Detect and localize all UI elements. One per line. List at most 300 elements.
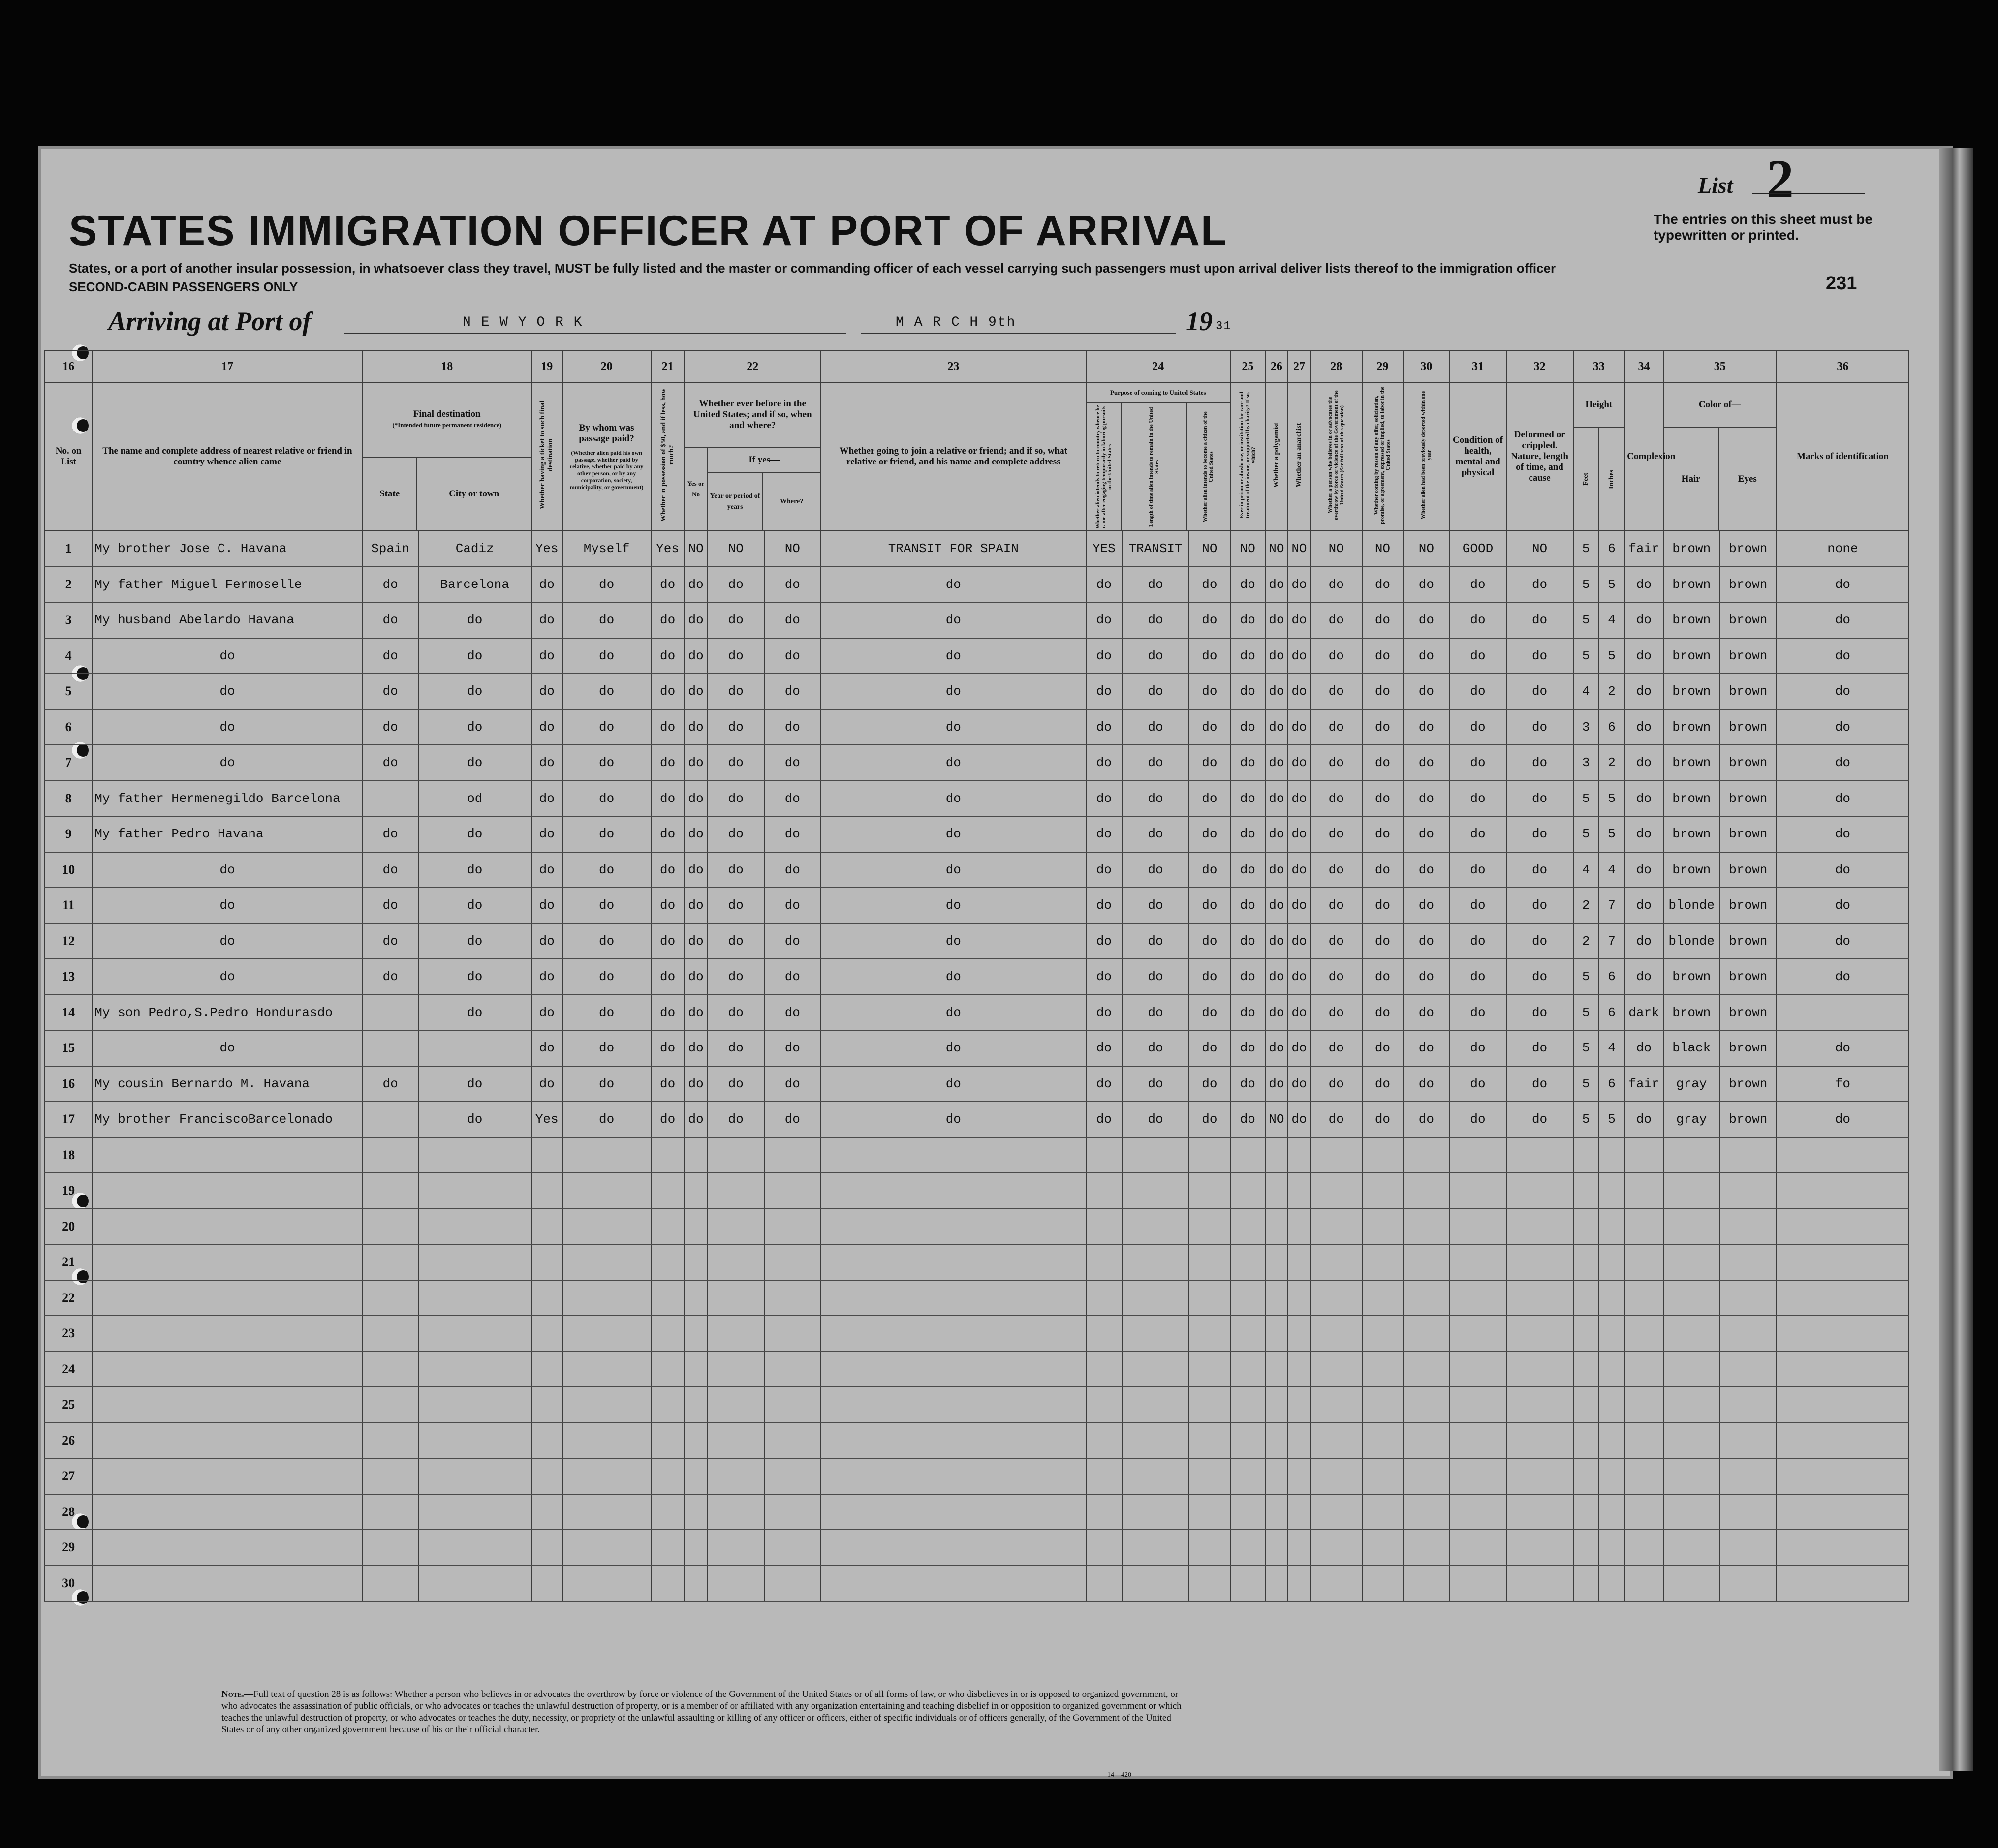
- cell-ticket: do: [531, 1066, 562, 1102]
- cell-q30: [1403, 1530, 1449, 1566]
- cell-citizen: do: [1189, 781, 1230, 817]
- cell-health: [1449, 1280, 1506, 1316]
- cell-return: do: [1086, 1102, 1122, 1138]
- cell-ticket: [531, 1566, 562, 1602]
- cell-join: do: [821, 781, 1086, 817]
- cell-q29: [1362, 1244, 1404, 1280]
- cell-marks: [1777, 1423, 1909, 1459]
- cell-citizen: do: [1189, 816, 1230, 852]
- header-anarchist: Whether an anarchist: [1288, 382, 1311, 531]
- cell-deformed: do: [1506, 924, 1573, 959]
- cell-q30: [1403, 1494, 1449, 1530]
- cell-state: [363, 1352, 418, 1387]
- cell-feet: 5: [1573, 959, 1599, 995]
- cell-feet: 5: [1573, 567, 1599, 603]
- cell-citizen: [1189, 1530, 1230, 1566]
- cell-complexion: [1624, 1458, 1663, 1494]
- cell-city: [418, 1244, 531, 1280]
- cell-health: do: [1449, 1102, 1506, 1138]
- cell-eyes: brown: [1720, 674, 1777, 709]
- cell-prison: [1230, 1566, 1265, 1602]
- cell-where: do: [764, 745, 821, 781]
- cell-where: [764, 1352, 821, 1387]
- cell-state: [363, 1387, 418, 1423]
- cell-before: do: [685, 1102, 708, 1138]
- cell-no: 30: [45, 1566, 92, 1602]
- cell-inches: [1599, 1244, 1624, 1280]
- cell-eyes: [1720, 1458, 1777, 1494]
- cell-join: [821, 1138, 1086, 1173]
- cell-q29: [1362, 1138, 1404, 1173]
- cell-money: do: [651, 745, 685, 781]
- cell-where: [764, 1387, 821, 1423]
- cell-q29: [1362, 1173, 1404, 1209]
- cell-complexion: [1624, 1209, 1663, 1245]
- cell-before: [685, 1387, 708, 1423]
- cell-hair: brown: [1663, 674, 1720, 709]
- cell-polyg: do: [1265, 709, 1288, 745]
- cell-money: do: [651, 1066, 685, 1102]
- cell-return: do: [1086, 816, 1122, 852]
- cell-q29: do: [1362, 781, 1404, 817]
- cell-deformed: [1506, 1244, 1573, 1280]
- purpose-citizen-label: Whether alien intends to become a citizen of the United States: [1202, 411, 1215, 523]
- cell-marks: [1777, 1280, 1909, 1316]
- eyes-label: Eyes: [1738, 474, 1757, 484]
- cell-q30: do: [1403, 674, 1449, 709]
- cell-marks: do: [1777, 781, 1909, 817]
- cell-money: do: [651, 995, 685, 1031]
- cell-paid: [562, 1173, 651, 1209]
- cell-where: do: [764, 1102, 821, 1138]
- cell-years: do: [708, 745, 764, 781]
- cell-eyes: brown: [1720, 852, 1777, 888]
- cell-relative: [92, 1173, 362, 1209]
- cell-deformed: [1506, 1280, 1573, 1316]
- cell-deformed: do: [1506, 709, 1573, 745]
- cell-feet: [1573, 1244, 1599, 1280]
- cell-eyes: [1720, 1566, 1777, 1602]
- cell-anarch: [1288, 1494, 1311, 1530]
- header-fifty-dollars: Whether in possession of $50, and if less, how much?: [651, 382, 685, 531]
- book-spine: [1939, 148, 1973, 1771]
- cell-before: do: [685, 1030, 708, 1066]
- col-num: 26: [1265, 351, 1288, 382]
- cell-hair: [1663, 1280, 1720, 1316]
- cell-relative: [92, 1316, 362, 1352]
- state-label: State: [363, 458, 417, 530]
- cell-health: do: [1449, 924, 1506, 959]
- inches-label: Inches: [1607, 469, 1615, 489]
- cell-complexion: fair: [1624, 531, 1663, 567]
- cell-inches: 6: [1599, 959, 1624, 995]
- cell-money: do: [651, 1030, 685, 1066]
- cell-city: do: [418, 995, 531, 1031]
- cell-city: od: [418, 781, 531, 817]
- cell-deformed: [1506, 1494, 1573, 1530]
- cell-relative: [92, 1387, 362, 1423]
- table-row: [45, 1352, 1909, 1387]
- cell-feet: [1573, 1458, 1599, 1494]
- cell-ticket: do: [531, 745, 562, 781]
- cell-paid: do: [562, 709, 651, 745]
- cell-marks: [1777, 1173, 1909, 1209]
- cell-marks: do: [1777, 638, 1909, 674]
- cell-money: [651, 1173, 685, 1209]
- cell-q29: [1362, 1530, 1404, 1566]
- cell-where: [764, 1138, 821, 1173]
- cell-return: do: [1086, 852, 1122, 888]
- cell-q30: do: [1403, 781, 1449, 817]
- cell-q28: do: [1311, 781, 1362, 817]
- cell-feet: 5: [1573, 1102, 1599, 1138]
- cell-inches: 5: [1599, 1102, 1624, 1138]
- cell-join: do: [821, 674, 1086, 709]
- cell-relative: do: [92, 638, 362, 674]
- cell-years: [708, 1138, 764, 1173]
- cell-feet: [1573, 1387, 1599, 1423]
- cell-complexion: do: [1624, 924, 1663, 959]
- cell-before: do: [685, 1066, 708, 1102]
- cell-return: do: [1086, 995, 1122, 1031]
- cell-complexion: [1624, 1387, 1663, 1423]
- cell-join: do: [821, 567, 1086, 603]
- cell-q30: [1403, 1423, 1449, 1459]
- cell-paid: [562, 1494, 651, 1530]
- cell-health: do: [1449, 709, 1506, 745]
- page-number: 231: [1826, 273, 1857, 294]
- col-num: 36: [1777, 351, 1909, 382]
- cell-money: [651, 1387, 685, 1423]
- cell-hair: gray: [1663, 1066, 1720, 1102]
- cell-anarch: do: [1288, 602, 1311, 638]
- cell-q28: NO: [1311, 531, 1362, 567]
- cell-feet: 2: [1573, 888, 1599, 924]
- cell-no: 10: [45, 852, 92, 888]
- col-num: 33: [1573, 351, 1625, 382]
- cell-state: do: [363, 674, 418, 709]
- col-num: 16: [45, 351, 92, 382]
- cell-length: [1122, 1138, 1189, 1173]
- cell-join: do: [821, 1066, 1086, 1102]
- header-before-in-us: [685, 382, 821, 531]
- cell-years: do: [708, 709, 764, 745]
- cell-where: do: [764, 1066, 821, 1102]
- cell-where: do: [764, 959, 821, 995]
- purpose-return-label: Whether alien intends to return to country whence he came after engaging temporarily in laboring pursuits in the United States: [1094, 405, 1113, 529]
- cell-q28: [1311, 1173, 1362, 1209]
- cell-return: do: [1086, 638, 1122, 674]
- cell-join: [821, 1423, 1086, 1459]
- cell-state: do: [363, 567, 418, 603]
- cell-polyg: NO: [1265, 1102, 1288, 1138]
- cell-eyes: [1720, 1209, 1777, 1245]
- cell-relative: do: [92, 674, 362, 709]
- cell-paid: do: [562, 567, 651, 603]
- header-final-destination: [363, 382, 531, 531]
- arriving-label: Arriving at Port of: [108, 307, 312, 336]
- col-num: 17: [92, 351, 362, 382]
- cell-anarch: [1288, 1458, 1311, 1494]
- cell-marks: do: [1777, 959, 1909, 995]
- cell-return: do: [1086, 745, 1122, 781]
- table-row: [45, 745, 1909, 781]
- cell-q29: do: [1362, 674, 1404, 709]
- cell-polyg: [1265, 1209, 1288, 1245]
- cell-years: [708, 1280, 764, 1316]
- cell-no: 27: [45, 1458, 92, 1494]
- cell-q28: do: [1311, 602, 1362, 638]
- cell-state: [363, 1244, 418, 1280]
- cell-anarch: [1288, 1244, 1311, 1280]
- cell-q30: NO: [1403, 531, 1449, 567]
- table-row: [45, 1030, 1909, 1066]
- table-row: [45, 638, 1909, 674]
- cell-no: 1: [45, 531, 92, 567]
- cell-no: 25: [45, 1387, 92, 1423]
- cell-years: [708, 1173, 764, 1209]
- cell-length: do: [1122, 745, 1189, 781]
- cell-no: 3: [45, 602, 92, 638]
- col-num: 34: [1624, 351, 1663, 382]
- cell-feet: [1573, 1530, 1599, 1566]
- cell-return: [1086, 1244, 1122, 1280]
- cell-money: [651, 1209, 685, 1245]
- date-value: M A R C H 9th: [896, 315, 1016, 330]
- cell-citizen: [1189, 1244, 1230, 1280]
- cell-where: [764, 1530, 821, 1566]
- cell-marks: do: [1777, 924, 1909, 959]
- cell-health: [1449, 1173, 1506, 1209]
- cell-deformed: do: [1506, 959, 1573, 995]
- cell-anarch: [1288, 1352, 1311, 1387]
- cell-hair: [1663, 1316, 1720, 1352]
- cell-citizen: do: [1189, 995, 1230, 1031]
- cell-deformed: [1506, 1209, 1573, 1245]
- cell-complexion: do: [1624, 959, 1663, 995]
- cell-polyg: do: [1265, 745, 1288, 781]
- cell-feet: [1573, 1423, 1599, 1459]
- feet-label: Feet: [1582, 473, 1590, 486]
- cell-marks: do: [1777, 1030, 1909, 1066]
- cell-marks: [1777, 1530, 1909, 1566]
- cell-citizen: do: [1189, 1066, 1230, 1102]
- col-num: 27: [1288, 351, 1311, 382]
- cell-money: [651, 1530, 685, 1566]
- cell-prison: [1230, 1494, 1265, 1530]
- cell-q30: [1403, 1138, 1449, 1173]
- cell-return: [1086, 1423, 1122, 1459]
- cell-money: [651, 1138, 685, 1173]
- cell-feet: 5: [1573, 531, 1599, 567]
- cell-inches: [1599, 1280, 1624, 1316]
- cell-deformed: [1506, 1316, 1573, 1352]
- cell-relative: do: [92, 852, 362, 888]
- cell-years: [708, 1209, 764, 1245]
- cell-eyes: [1720, 1352, 1777, 1387]
- cell-years: do: [708, 1066, 764, 1102]
- cell-relative: do: [92, 959, 362, 995]
- cell-city: do: [418, 1066, 531, 1102]
- cell-state: [363, 1458, 418, 1494]
- cell-prison: do: [1230, 816, 1265, 852]
- cell-hair: brown: [1663, 638, 1720, 674]
- cell-join: [821, 1458, 1086, 1494]
- cell-anarch: do: [1288, 709, 1311, 745]
- cell-before: [685, 1423, 708, 1459]
- cell-citizen: do: [1189, 888, 1230, 924]
- cell-ticket: [531, 1244, 562, 1280]
- cell-no: 17: [45, 1102, 92, 1138]
- cell-hair: [1663, 1458, 1720, 1494]
- cell-anarch: do: [1288, 674, 1311, 709]
- cell-length: [1122, 1352, 1189, 1387]
- cell-ticket: do: [531, 781, 562, 817]
- cell-q28: [1311, 1316, 1362, 1352]
- cell-state: [363, 1173, 418, 1209]
- cell-polyg: do: [1265, 1030, 1288, 1066]
- year-prefix: 19: [1186, 307, 1213, 336]
- cell-relative: do: [92, 924, 362, 959]
- cell-length: [1122, 1566, 1189, 1602]
- cell-anarch: [1288, 1566, 1311, 1602]
- cell-state: do: [363, 816, 418, 852]
- cell-citizen: do: [1189, 567, 1230, 603]
- cell-no: 18: [45, 1138, 92, 1173]
- cell-return: do: [1086, 959, 1122, 995]
- cell-prison: [1230, 1138, 1265, 1173]
- cell-inches: 4: [1599, 602, 1624, 638]
- cell-citizen: [1189, 1316, 1230, 1352]
- cell-where: do: [764, 995, 821, 1031]
- cell-marks: none: [1777, 531, 1909, 567]
- cell-join: [821, 1316, 1086, 1352]
- cell-q28: [1311, 1530, 1362, 1566]
- cell-hair: gray: [1663, 1102, 1720, 1138]
- cell-anarch: do: [1288, 888, 1311, 924]
- cell-years: do: [708, 924, 764, 959]
- cell-ticket: do: [531, 852, 562, 888]
- cell-polyg: do: [1265, 638, 1288, 674]
- cell-anarch: [1288, 1530, 1311, 1566]
- cell-city: [418, 1138, 531, 1173]
- cell-inches: 7: [1599, 888, 1624, 924]
- cell-feet: 5: [1573, 995, 1599, 1031]
- table-row: [45, 924, 1909, 959]
- cell-marks: do: [1777, 888, 1909, 924]
- table-row: [45, 1458, 1909, 1494]
- cell-hair: [1663, 1494, 1720, 1530]
- cell-citizen: [1189, 1209, 1230, 1245]
- cell-before: do: [685, 959, 708, 995]
- cell-ticket: [531, 1423, 562, 1459]
- table-row: [45, 709, 1909, 745]
- cell-city: do: [418, 959, 531, 995]
- column-number-row: [45, 351, 1909, 382]
- cell-years: do: [708, 638, 764, 674]
- cell-eyes: [1720, 1244, 1777, 1280]
- cell-polyg: do: [1265, 674, 1288, 709]
- cell-polyg: do: [1265, 1066, 1288, 1102]
- cell-years: do: [708, 816, 764, 852]
- cell-no: 21: [45, 1244, 92, 1280]
- cell-q29: do: [1362, 745, 1404, 781]
- cell-hair: [1663, 1138, 1720, 1173]
- cell-complexion: do: [1624, 888, 1663, 924]
- cell-prison: do: [1230, 1102, 1265, 1138]
- cell-state: [363, 995, 418, 1031]
- cell-deformed: do: [1506, 638, 1573, 674]
- cell-hair: [1663, 1244, 1720, 1280]
- table-row: [45, 1066, 1909, 1102]
- cell-before: do: [685, 816, 708, 852]
- cell-before: do: [685, 852, 708, 888]
- cell-inches: 4: [1599, 1030, 1624, 1066]
- cell-eyes: brown: [1720, 1102, 1777, 1138]
- color-label: Color of—: [1664, 383, 1776, 428]
- cell-prison: [1230, 1316, 1265, 1352]
- note-label: Note.: [221, 1689, 244, 1699]
- cell-ticket: do: [531, 1030, 562, 1066]
- cell-city: [418, 1173, 531, 1209]
- cell-return: do: [1086, 709, 1122, 745]
- cell-feet: [1573, 1316, 1599, 1352]
- cell-relative: do: [92, 1030, 362, 1066]
- cell-hair: brown: [1663, 995, 1720, 1031]
- cell-years: [708, 1316, 764, 1352]
- cell-q30: do: [1403, 709, 1449, 745]
- cell-deformed: do: [1506, 995, 1573, 1031]
- cell-city: [418, 1494, 531, 1530]
- cell-no: 11: [45, 888, 92, 924]
- cell-q29: [1362, 1352, 1404, 1387]
- cell-polyg: [1265, 1530, 1288, 1566]
- cell-q29: [1362, 1458, 1404, 1494]
- col-num: 22: [685, 351, 821, 382]
- cell-where: [764, 1280, 821, 1316]
- cell-no: 9: [45, 816, 92, 852]
- cell-city: do: [418, 888, 531, 924]
- header-complexion: Complexion: [1624, 382, 1663, 531]
- cell-q30: [1403, 1280, 1449, 1316]
- cell-hair: brown: [1663, 567, 1720, 603]
- cell-length: do: [1122, 816, 1189, 852]
- cell-city: [418, 1209, 531, 1245]
- header-height: [1573, 382, 1625, 531]
- cell-marks: [1777, 1458, 1909, 1494]
- cell-deformed: NO: [1506, 531, 1573, 567]
- passage-paid-note: (Whether alien paid his own passage, whether paid by relative, whether paid by any other person, or by any corporation, society, municipality, or government): [569, 449, 644, 491]
- header-marks: Marks of identification: [1777, 382, 1909, 531]
- cell-citizen: do: [1189, 709, 1230, 745]
- height-label: Height: [1574, 383, 1624, 428]
- cell-ticket: [531, 1530, 562, 1566]
- cell-complexion: do: [1624, 1030, 1663, 1066]
- cell-feet: [1573, 1138, 1599, 1173]
- cell-relative: My father Miguel Fermoselle: [92, 567, 362, 603]
- cell-paid: do: [562, 959, 651, 995]
- cell-return: do: [1086, 924, 1122, 959]
- cell-city: do: [418, 816, 531, 852]
- cell-prison: do: [1230, 888, 1265, 924]
- cell-marks: do: [1777, 602, 1909, 638]
- cell-ticket: Yes: [531, 1102, 562, 1138]
- cell-return: [1086, 1387, 1122, 1423]
- port-underline: [344, 333, 846, 334]
- cell-eyes: [1720, 1173, 1777, 1209]
- cell-city: [418, 1280, 531, 1316]
- cell-length: [1122, 1280, 1189, 1316]
